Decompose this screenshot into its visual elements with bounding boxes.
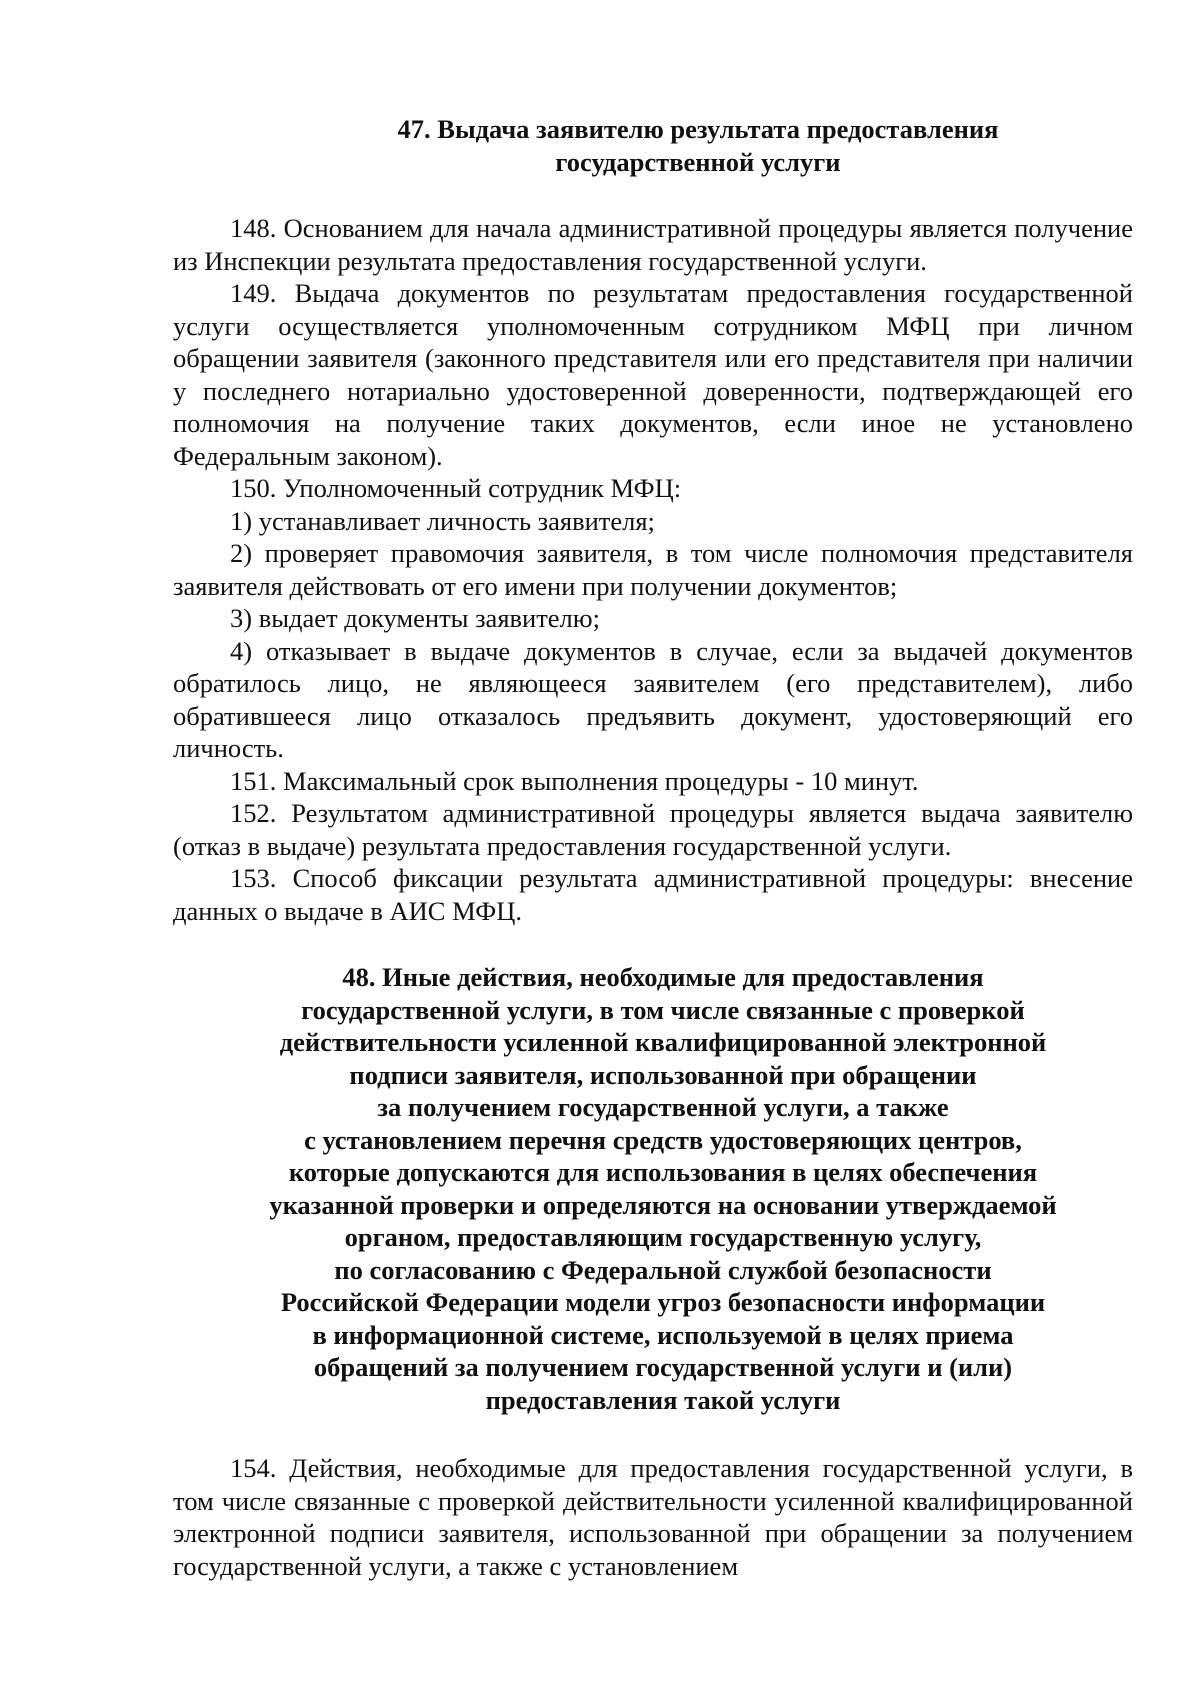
paragraph-152: 152. Результатом административной процедуры является выдача заявителю (отказ в выдаче) результата предоставления государственной услуги. [173, 798, 1133, 861]
heading-line: указанной проверки и определяются на основании утверждаемой [269, 1189, 1057, 1220]
heading-line: обращений за получением государственной услуги и (или) [313, 1352, 1013, 1382]
paragraph-150: 150. Уполномоченный сотрудник МФЦ: [230, 473, 682, 503]
paragraph-154: 154. Действия, необходимые для предоставления государственной услуги, в том числе связанные с проверкой действительности усиленной квалифицированной электронной подписи заявителя, использованной при обращении за получением государственной услуги, а также с установлением [173, 1453, 1133, 1581]
paragraph-149: 149. Выдача документов по результатам предоставления государственной услуги осуществляется уполномоченным сотрудником МФЦ при личном обращении заявителя (законного представителя или его представителя при наличии у последнего нотариально удостоверенной доверенности, подтверждающей его полномочия на получение таких документов, если иное не установлено Федеральным законом). [173, 278, 1133, 471]
list-item-2: 2) проверяет правомочия заявителя, в том числе полномочия представителя заявителя действовать от его имени при получении документов; [173, 538, 1133, 601]
heading-line: 48. Иные действия, необходимые для предоставления [342, 962, 984, 992]
heading-line: которые допускаются для использования в целях обеспечения [288, 1157, 1038, 1187]
heading-line: за получением государственной услуги, а также [377, 1092, 949, 1122]
paragraph-151: 151. Максимальный срок выполнения процедуры - 10 минут. [230, 765, 919, 796]
list-item-4: 4) отказывает в выдаче документов в случае, если за выдачей документов обратилось лицо, не являющееся заявителем (его представителем), либо обратившееся лицо отказалось предъявить документ, удостоверяющий его личность. [173, 635, 1133, 763]
list-item-3: 3) выдает документы заявителю; [230, 603, 600, 633]
list-item-1: 1) устанавливает личность заявителя; [230, 505, 655, 536]
heading-line: действительности усиленной квалифицированной электронной [279, 1027, 1047, 1057]
heading-line: государственной услуги, в том числе связанные с проверкой [301, 994, 1025, 1025]
heading-line: органом, предоставляющим государственную услугу, [344, 1222, 982, 1252]
paragraph-153: 153. Способ фиксации результата административной процедуры: внесение данных о выдаче в АИС МФЦ. [173, 863, 1133, 926]
document-content [173, 113, 1133, 1582]
heading-line: государственной услуги [555, 146, 841, 177]
heading-line: в информационной системе, используемой в целях приема [312, 1319, 1014, 1350]
section-48-heading [173, 961, 1133, 1416]
heading-line: Российской Федерации модели угроз безопасности информации [280, 1287, 1046, 1317]
heading-line: подписи заявителя, использованной при обращении [349, 1059, 977, 1090]
heading-line: по согласованию с Федеральной службой безопасности [334, 1254, 992, 1285]
section-47-heading [173, 113, 1133, 178]
heading-line: предоставления такой услуги [485, 1384, 841, 1415]
heading-line: с установлением перечня средств удостоверяющих центров, [304, 1124, 1022, 1155]
paragraph-148: 148. Основанием для начала административной процедуры является получение из Инспекции результата предоставления государственной услуги. [173, 213, 1133, 276]
heading-line: 47. Выдача заявителю результата предоставления [397, 114, 999, 144]
